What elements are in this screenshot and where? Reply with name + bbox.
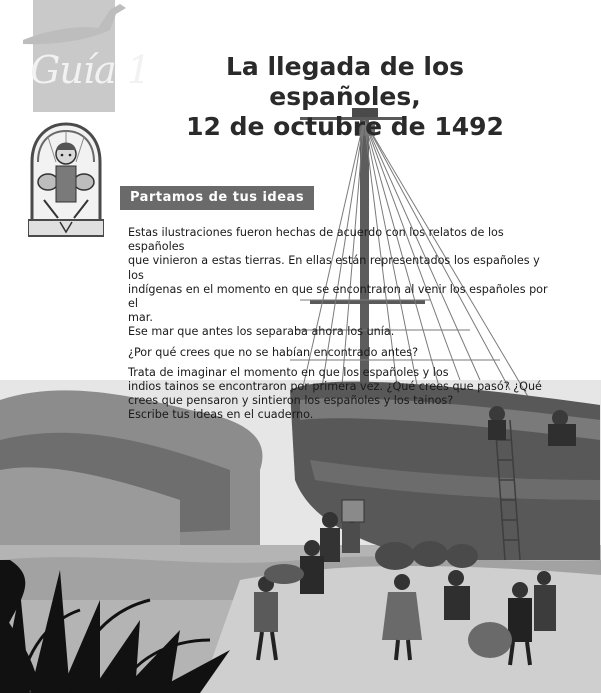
goose-icon: [18, 0, 143, 50]
student-avatar-icon: [28, 122, 104, 238]
page-title: [150, 52, 540, 142]
paragraph-imagine: [128, 366, 558, 423]
text-line: Trata de imaginar el momento en que los españoles y los: [128, 365, 449, 379]
title-line-2: 12 de octubre de 1492: [186, 112, 504, 141]
text-line: indígenas en el momento en que se encontraron al venir los españoles por el: [128, 282, 548, 311]
text-line: Estas ilustraciones fueron hechas de acuerdo con los relatos de los españoles: [128, 226, 504, 254]
paragraph-intro: [128, 226, 558, 340]
paragraph-question: ¿Por qué crees que no se habían encontrado antes?: [128, 345, 419, 359]
section-heading: Partamos de tus ideas: [120, 186, 314, 210]
body-text: [128, 226, 558, 429]
text-line: mar.: [128, 311, 153, 325]
title-line-1: La llegada de los españoles,: [225, 52, 464, 111]
text-line: Escribe tus ideas en el cuaderno.: [128, 408, 314, 422]
text-line: indios tainos se encontraron por primera vez. ¿Qué crees que pasó? ¿Qué: [128, 380, 542, 394]
text-line: que vinieron a estas tierras. En ellas están representados los españoles y los: [128, 254, 540, 282]
text-line: crees que pensaron y sintieron los españoles y los tainos?: [128, 394, 454, 408]
guide-number-label: Guía 1: [30, 48, 150, 92]
text-line: Ese mar que antes los separaba ahora los unía.: [128, 325, 395, 339]
